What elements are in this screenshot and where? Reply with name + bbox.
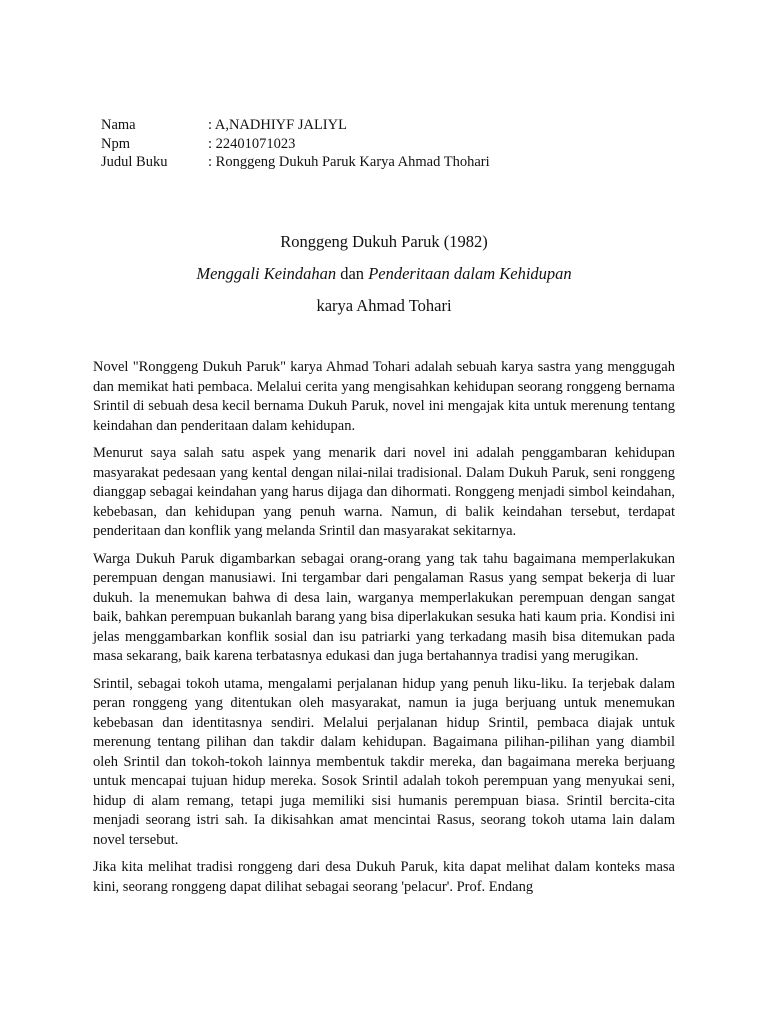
info-value: : A,NADHIYF JALIYL bbox=[208, 117, 347, 133]
info-row-npm bbox=[101, 135, 490, 154]
info-label: Nama bbox=[101, 117, 136, 133]
subtitle-conjunction: dan bbox=[336, 264, 369, 283]
info-row-name bbox=[101, 116, 490, 135]
paragraph: Warga Dukuh Paruk digambarkan sebagai orang-orang yang tak tahu bagaimana memperlakukan perempuan dengan manusiawi. Ini tergambar dari pengalaman Rasus yang sempat bekerja di luar dukuh. la menemukan bahwa di desa lain, warganya memperlakukan perempuan dengan sangat baik, bahkan perempuan bukanlah barang yang bisa diperlakukan sesuka hati kaum pria. Kondisi ini jelas menggambarkan konflik sosial dan isu patriarki yang terkadang masih bisa ditemukan pada masa sekarang, baik karena terbatasnya edukasi dan juga bertahannya tradisi yang merugikan. bbox=[93, 550, 675, 664]
student-info bbox=[101, 116, 490, 172]
paragraph: Novel "Ronggeng Dukuh Paruk" karya Ahmad Tohari adalah sebuah karya sastra yang menggugah dan memikat hati pembaca. Melalui cerita yang mengisahkan kehidupan seorang ronggeng bernama Srintil di sebuah desa kecil bernama Dukuh Paruk, novel ini mengajak kita untuk merenung tentang keindahan dan penderitaan dalam kehidupan. bbox=[93, 359, 675, 434]
info-value: : 22401071023 bbox=[208, 135, 296, 152]
info-row-book-title bbox=[101, 153, 490, 172]
info-value: : Ronggeng Dukuh Paruk Karya Ahmad Thohari bbox=[208, 154, 490, 170]
info-label: Judul Buku bbox=[101, 154, 168, 170]
document-title: Ronggeng Dukuh Paruk (1982) bbox=[280, 232, 488, 251]
info-label: Npm bbox=[101, 135, 130, 152]
document-byline: karya Ahmad Tohari bbox=[316, 296, 452, 315]
subtitle-italic-part: Menggali Keindahan bbox=[196, 264, 337, 283]
paragraph: Jika kita melihat tradisi ronggeng dari desa Dukuh Paruk, kita dapat melihat dalam konteks masa kini, seorang ronggeng dapat dilihat sebagai seorang 'pelacur'. Prof. Endang bbox=[93, 859, 675, 895]
title-block bbox=[0, 231, 768, 327]
essay-body bbox=[93, 358, 675, 905]
subtitle-italic-part: Penderitaan dalam Kehidupan bbox=[368, 264, 572, 283]
paragraph: Menurut saya salah satu aspek yang menarik dari novel ini adalah penggambaran kehidupan masyarakat pedesaan yang kental dengan nilai-nilai tradisional. Dalam Dukuh Paruk, seni ronggeng dianggap sebagai keindahan yang harus dijaga dan dihormati. Ronggeng menjadi simbol keindahan, kebebasan, dan kehidupan yang penuh warna. Namun, di balik keindahan tersebut, terdapat penderitaan dan konflik yang melanda Srintil dan masyarakat sekitarnya. bbox=[93, 445, 675, 539]
paragraph: Srintil, sebagai tokoh utama, mengalami perjalanan hidup yang penuh liku-liku. Ia terjebak dalam peran ronggeng yang ditentukan oleh masyarakat, namun ia juga berjuang untuk menemukan kebebasan dan identitasnya sendiri. Melalui perjalanan hidup Srintil, pembaca diajak untuk merenung tentang pilihan dan takdir dalam kehidupan. Bagaimana pilihan-pilihan yang diambil oleh Srintil dan tokoh-tokoh lainnya membentuk takdir mereka, dan bagaimana mereka berjuang untuk mencapai tujuan hidup mereka. Sosok Srintil adalah tokoh perempuan yang menyukai seni, hidup di alam remang, tetapi juga memiliki sisi humanis perempuan biasa. Srintil bercita-cita menjadi seorang istri sah. Ia dikisahkan amat mencintai Rasus, seorang tokoh utama lain dalam novel tersebut. bbox=[93, 675, 675, 848]
document-subtitle bbox=[0, 263, 768, 295]
